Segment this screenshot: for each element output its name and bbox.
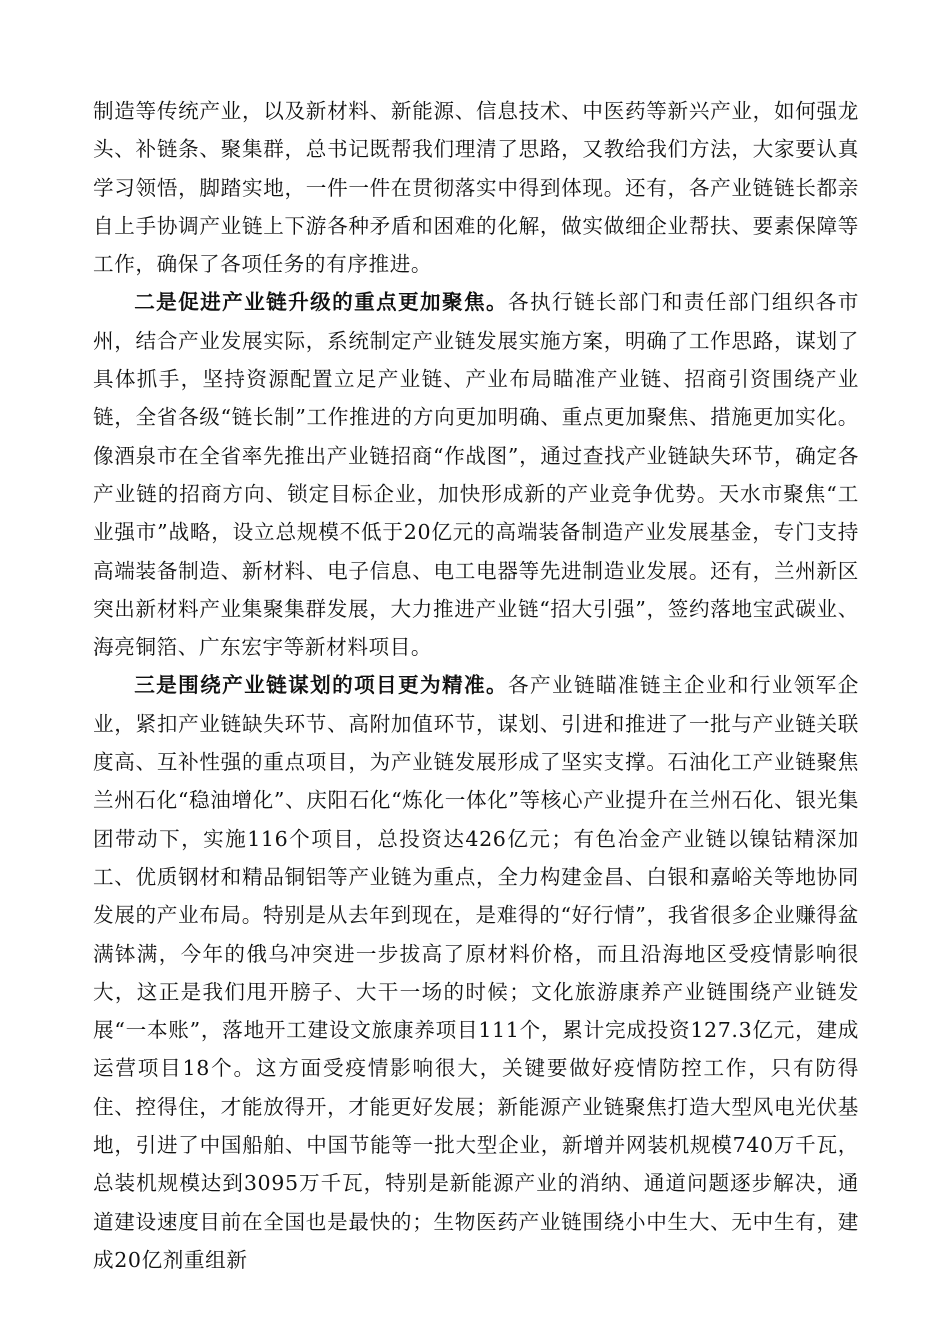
- paragraph-text: 各执行链长部门和责任部门组织各市州，结合产业发展实际，系统制定产业链发展实施方案，明确了工作思路，谋划了具体抓手，坚持资源配置立足产业链、产业布局瞄准产业链、招商引资围绕产业链，全省各级“链长制”工作推进的方向更加明确、重点更加聚焦、措施更加实化。像酒泉市在全省率先推出产业链招商“作战图”，通过查找产业链缺失环节，确定各产业链的招商方向、锁定目标企业，加快形成新的产业竞争优势。天水市聚焦“工业强市”战略，设立总规模不低于20亿元的高端装备制造产业发展基金，专门支持高端装备制造、新材料、电子信息、电工电器等先进制造业发展。还有，兰州新区突出新材料产业集聚集群发展，大力推进产业链“招大引强”，签约落地宝武碳业、海亮铜箔、广东宏宇等新材料项目。: [93, 290, 859, 660]
- paragraph-focus: [93, 283, 859, 666]
- paragraph-projects: [93, 666, 859, 1279]
- document-page: [93, 92, 859, 1279]
- paragraph-lead: 二是促进产业链升级的重点更加聚焦。: [134, 290, 508, 315]
- paragraph-lead: 三是围绕产业链谋划的项目更为精准。: [134, 673, 508, 698]
- paragraph-text: 制造等传统产业，以及新材料、新能源、信息技术、中医药等新兴产业，如何强龙头、补链条、聚集群，总书记既帮我们理清了思路，又教给我们方法，大家要认真学习领悟，脚踏实地，一件一件在贯彻落实中得到体现。还有，各产业链链长都亲自上手协调产业链上下游各种矛盾和困难的化解，做实做细企业帮扶、要素保障等工作，确保了各项任务的有序推进。: [93, 99, 859, 277]
- paragraph-continuation: [93, 92, 859, 283]
- paragraph-text: 各产业链瞄准链主企业和行业领军企业，紧扣产业链缺失环节、高附加值环节，谋划、引进和推进了一批与产业链关联度高、互补性强的重点项目，为产业链发展形成了坚实支撑。石油化工产业链聚焦兰州石化“稳油增化”、庆阳石化“炼化一体化”等核心产业提升在兰州石化、银光集团带动下，实施116个项目，总投资达426亿元；有色冶金产业链以镍钴精深加工、优质钢材和精品铜铝等产业链为重点，全力构建金昌、白银和嘉峪关等地协同发展的产业布局。特别是从去年到现在，是难得的“好行情”，我省很多企业赚得盆满钵满，今年的俄乌冲突进一步拔高了原材料价格，而且沿海地区受疫情影响很大，这正是我们甩开膀子、大干一场的时候；文化旅游康养产业链围绕产业链发展“一本账”，落地开工建设文旅康养项目111个，累计完成投资127.3亿元，建成运营项目18个。这方面受疫情影响很大，关键要做好疫情防控工作，只有防得住、控得住，才能放得开，才能更好发展；新能源产业链聚焦打造大型风电光伏基地，引进了中国船舶、中国节能等一批大型企业，新增并网装机规模740万千瓦，总装机规模达到3095万千瓦，特别是新能源产业的消纳、通道问题逐步解决，通道建设速度目前在全国也是最快的；生物医药产业链围绕小中生大、无中生有，建成20亿剂重组新: [93, 673, 859, 1272]
